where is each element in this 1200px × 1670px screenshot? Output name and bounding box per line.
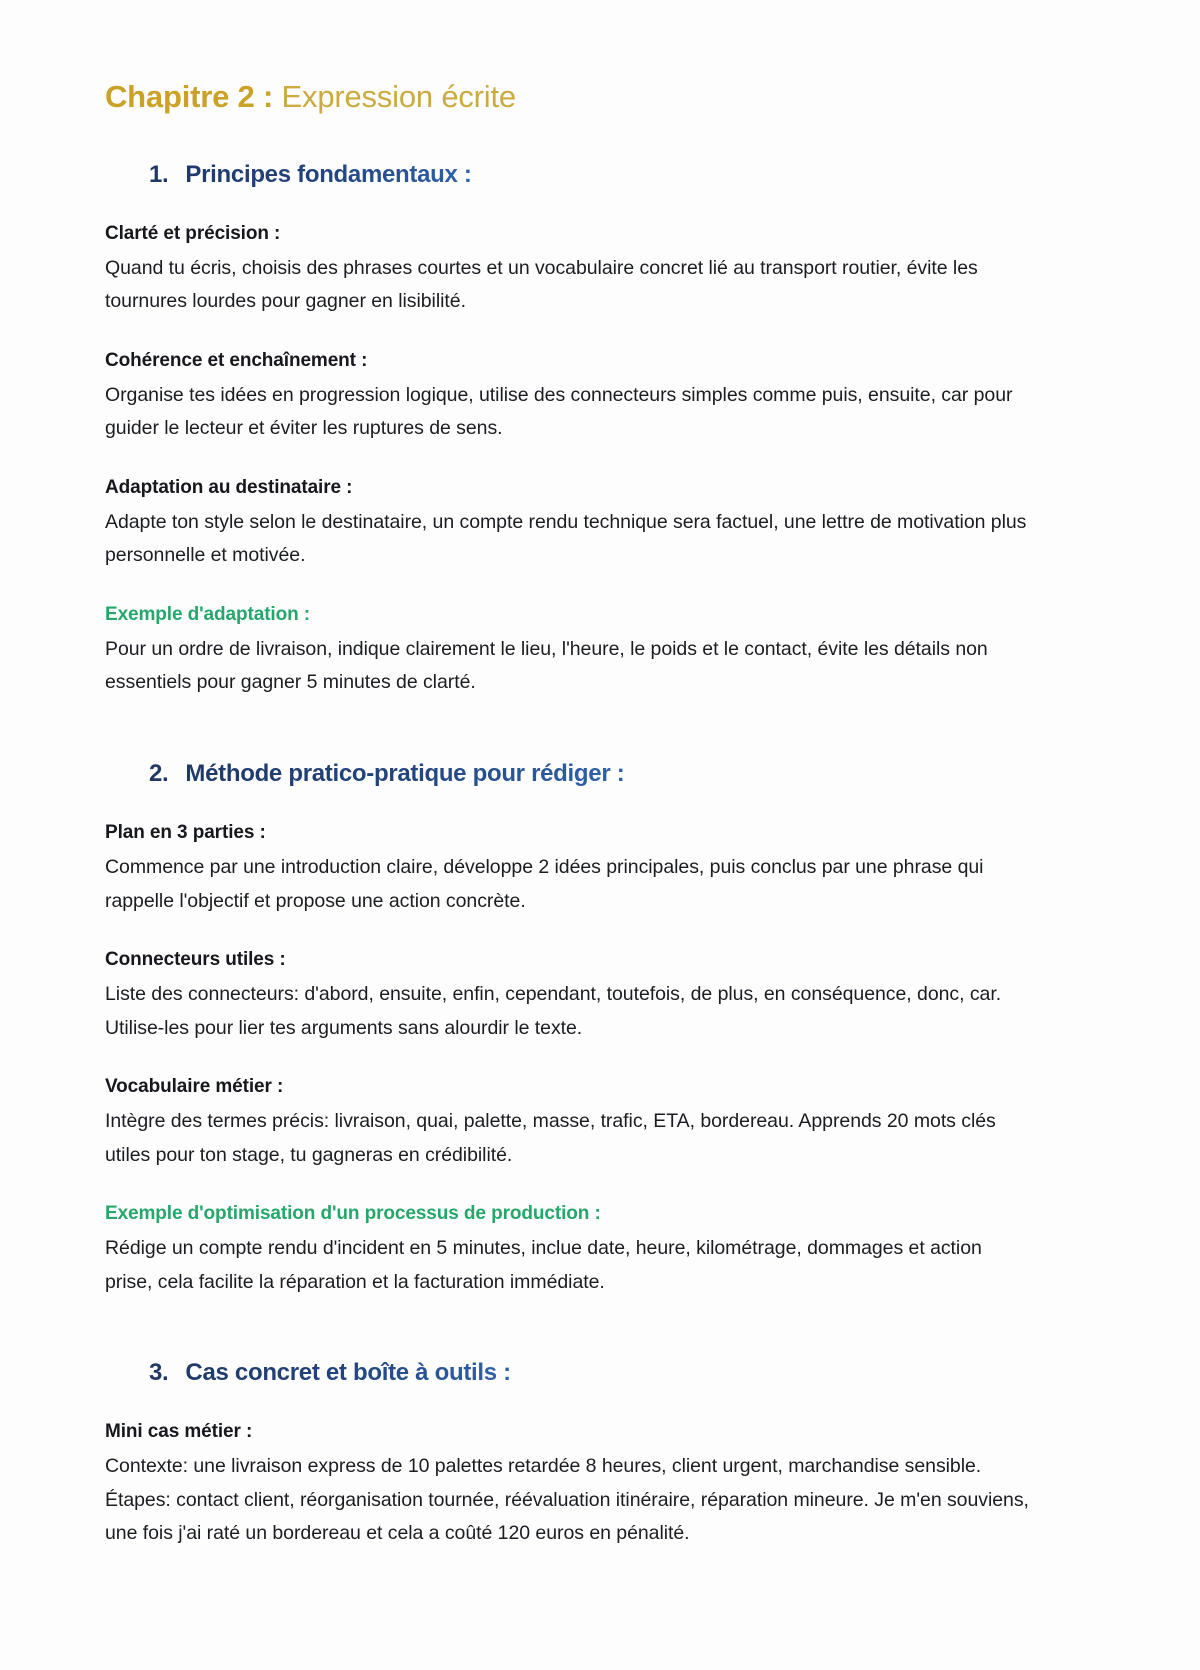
example-title: Exemple d'adaptation : [105, 603, 311, 625]
content-block [105, 1421, 1095, 1551]
example-title: Exemple d'optimisation d'un processus de production : [105, 1203, 601, 1225]
block-body: Contexte: une livraison express de 10 palettes retardée 8 heures, client urgent, marchandise sensible. Étapes: contact client, réorganisation tournée, réévaluation itinéraire, réparation mineure. Je m'en souviens, une fois j'ai raté un bordereau et cela a coûté 120 euros en pénalité. [105, 1455, 1029, 1545]
section-number-2: 2. [149, 760, 169, 787]
block-body: Intègre des termes précis: livraison, quai, palette, masse, trafic, ETA, bordereau. Apprends 20 mots clés utiles pour ton stage, tu gagneras en crédibilité. [105, 1110, 996, 1166]
content-block [105, 1076, 1095, 1172]
section-heading-2 [149, 760, 624, 788]
content-block [105, 223, 1095, 319]
page-title [105, 78, 1095, 117]
block-body: Rédige un compte rendu d'incident en 5 minutes, inclue date, heure, kilométrage, dommages et action prise, cela facilite la réparation et la facturation immédiate. [105, 1237, 982, 1293]
content-block [105, 350, 1095, 446]
block-title: Clarté et précision : [105, 222, 281, 244]
section-heading-3 [149, 1359, 511, 1387]
block-body: Quand tu écris, choisis des phrases courtes et un vocabulaire concret lié au transport routier, évite les tournures lourdes pour gagner en lisibilité. [105, 256, 978, 313]
block-body: Pour un ordre de livraison, indique clairement le lieu, l'heure, le poids et le contact, évite les détails non essentiels pour gagner 5 minutes de clarté. [105, 637, 988, 694]
chapter-title-rest: Expression écrite [273, 79, 516, 114]
section-number-1: 1. [149, 160, 169, 188]
block-body: Organise tes idées en progression logique, utilise des connecteurs simples comme puis, ensuite, car pour guider le lecteur et éviter les ruptures de sens. [105, 383, 1013, 440]
content-block-example [105, 1203, 1095, 1299]
block-title: Vocabulaire métier : [105, 1076, 284, 1098]
section-title-1: Principes fondamentaux : [185, 160, 472, 188]
content-block [105, 949, 1095, 1045]
content-block [105, 822, 1095, 918]
block-body: Adapte ton style selon le destinataire, un compte rendu technique sera factuel, une lettre de motivation plus personnelle et motivée. [105, 510, 1027, 567]
block-title: Mini cas métier : [105, 1421, 253, 1443]
block-title: Cohérence et enchaînement : [105, 349, 368, 371]
block-body: Liste des connecteurs: d'abord, ensuite, enfin, cependant, toutefois, de plus, en conséquence, donc, car. Utilise-les pour lier tes arguments sans alourdir le texte. [105, 983, 1002, 1039]
content-block [105, 477, 1095, 573]
chapter-title-strong: Chapitre 2 : [105, 79, 274, 114]
block-body: Commence par une introduction claire, développe 2 idées principales, puis conclus par une phrase qui rappelle l'objectif et propose une action concrète. [105, 856, 984, 912]
block-title: Plan en 3 parties : [105, 822, 266, 843]
section-title-3: Cas concret et boîte à outils : [185, 1359, 511, 1387]
block-title: Connecteurs utiles : [105, 949, 286, 971]
block-title: Adaptation au destinataire : [105, 476, 353, 498]
section-heading-1 [149, 161, 472, 189]
section-title-2: Méthode pratico-pratique pour rédiger : [185, 760, 625, 787]
content-block-example [105, 604, 1095, 700]
section-number-3: 3. [149, 1359, 169, 1387]
